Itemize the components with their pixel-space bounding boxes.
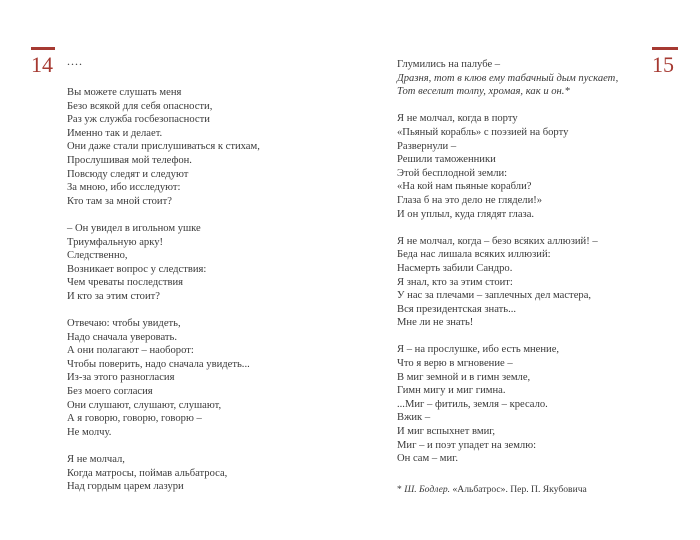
poem-line: Они даже стали прислушиваться к стихам, bbox=[67, 141, 260, 153]
poem-line: Чем чреваты последствия bbox=[67, 277, 183, 289]
poem-line: Решили таможенники bbox=[397, 154, 496, 166]
poem-line: Глаза б на это дело не глядели!» bbox=[397, 194, 543, 206]
poem-line: Миг – и поэт упадет на землю: bbox=[397, 439, 537, 451]
poem-line: Над гордым царем лазури bbox=[67, 481, 184, 493]
poem-line: Глумились на палубе – bbox=[397, 59, 501, 70]
poem-line: У нас за плечами – заплечных дел мастера, bbox=[397, 290, 592, 302]
poem-column-right bbox=[397, 58, 667, 479]
poem-line: Я не молчал, bbox=[67, 454, 125, 466]
poem-line: Беда нас лишала всяких иллюзий: bbox=[397, 249, 551, 261]
poem-line: Раз уж служба госбезопасности bbox=[67, 114, 210, 126]
poem-line: Триумфальную арку! bbox=[67, 236, 164, 248]
poem-line: Без моего согласия bbox=[67, 386, 153, 398]
stanza bbox=[397, 343, 667, 465]
poem-line: Вы можете слушать меня bbox=[67, 87, 182, 98]
poem-line: Этой бесплодной земли: bbox=[397, 167, 508, 179]
poem-line: «Пьяный корабль» с поэзией на борту bbox=[397, 126, 569, 138]
poem-line: ...Миг – фитиль, земля – кресало. bbox=[397, 398, 548, 410]
poem-line: Что я верю в мгновение – bbox=[397, 358, 513, 370]
poem-line: Отвечаю: чтобы увидеть, bbox=[67, 318, 181, 330]
poem-line: Безо всякой для себя опасности, bbox=[67, 100, 213, 112]
poem-line: И он уплыл, куда глядят глаза. bbox=[397, 208, 535, 220]
poem-line: Вжик – bbox=[397, 412, 431, 424]
page-number-text: 14 bbox=[31, 52, 53, 77]
poem-line: Кто там за мной стоит? bbox=[67, 195, 172, 207]
poem-line: И кто за этим стоит? bbox=[67, 290, 160, 302]
poem-line: Дразня, тот в клюв ему табачный дым пускает, bbox=[397, 72, 619, 84]
poem-line: В миг земной и в гимн земле, bbox=[397, 371, 531, 383]
poem-line: Вся президентская знать... bbox=[397, 303, 517, 315]
poem-line: Они слушают, слушают, слушают, bbox=[67, 399, 222, 411]
poem-column-left bbox=[67, 86, 337, 507]
poem-line: Когда матросы, поймав альбатроса, bbox=[67, 467, 228, 479]
poem-line: А я говорю, говорю, говорю – bbox=[67, 413, 202, 425]
poem-line: Гимн мигу и миг гимна. bbox=[397, 385, 506, 397]
footnote-marker: * bbox=[397, 484, 402, 495]
poem-line: Я знал, кто за этим стоит: bbox=[397, 276, 513, 288]
footnote bbox=[397, 484, 587, 495]
stanza bbox=[67, 222, 337, 304]
poem-line: Насмерть забили Сандро. bbox=[397, 262, 513, 274]
stanza bbox=[67, 453, 337, 494]
stanza bbox=[397, 112, 667, 221]
stanza bbox=[67, 317, 337, 439]
poem-line: Он сам – миг. bbox=[397, 453, 458, 465]
poem-line: Надо сначала уверовать. bbox=[67, 331, 178, 343]
page-number-rule bbox=[652, 47, 678, 50]
poem-line: – Он увидел в игольном ушке bbox=[67, 222, 201, 234]
poem-line: Возникает вопрос у следствия: bbox=[67, 263, 207, 275]
poem-line: Именно так и делает. bbox=[67, 127, 163, 139]
stanza bbox=[397, 58, 667, 99]
poem-line: Тот веселит толпу, хромая, как и он.* bbox=[397, 86, 570, 98]
poem-line: Развернули – bbox=[397, 140, 457, 152]
poem-line: Я не молчал, когда – безо всяких аллюзий! – bbox=[397, 235, 598, 247]
poem-line: Прослушивая мой телефон. bbox=[67, 154, 192, 166]
page-number-left bbox=[31, 47, 55, 76]
page-number-text: 15 bbox=[652, 52, 674, 77]
poem-line: За мною, ибо исследуют: bbox=[67, 182, 181, 194]
poem-line: И миг вспыхнет вмиг, bbox=[397, 426, 496, 438]
stanza bbox=[397, 235, 667, 330]
poem-line: Следственно, bbox=[67, 250, 128, 262]
poem-line: Из-за этого разногласия bbox=[67, 372, 175, 384]
section-ellipsis: .... bbox=[67, 54, 83, 68]
page-number-rule bbox=[31, 47, 55, 50]
poem-line: Я не молчал, когда в порту bbox=[397, 113, 518, 125]
footnote-source: «Альбатрос». Пер. П. Якубовича bbox=[452, 484, 587, 495]
poem-line: Мне ли не знать! bbox=[397, 317, 474, 329]
poem-line: «На кой нам пьяные корабли? bbox=[397, 181, 532, 193]
poem-line: Чтобы поверить, надо сначала увидеть... bbox=[67, 358, 250, 370]
poem-line: Не молчу. bbox=[67, 426, 112, 438]
footnote-author: Ш. Бодлер. bbox=[404, 484, 451, 495]
stanza bbox=[67, 86, 337, 208]
poem-line: Повсюду следят и следуют bbox=[67, 168, 189, 180]
poem-line: Я – на прослушке, ибо есть мнение, bbox=[397, 344, 560, 356]
poem-line: А они полагают – наоборот: bbox=[67, 345, 194, 357]
